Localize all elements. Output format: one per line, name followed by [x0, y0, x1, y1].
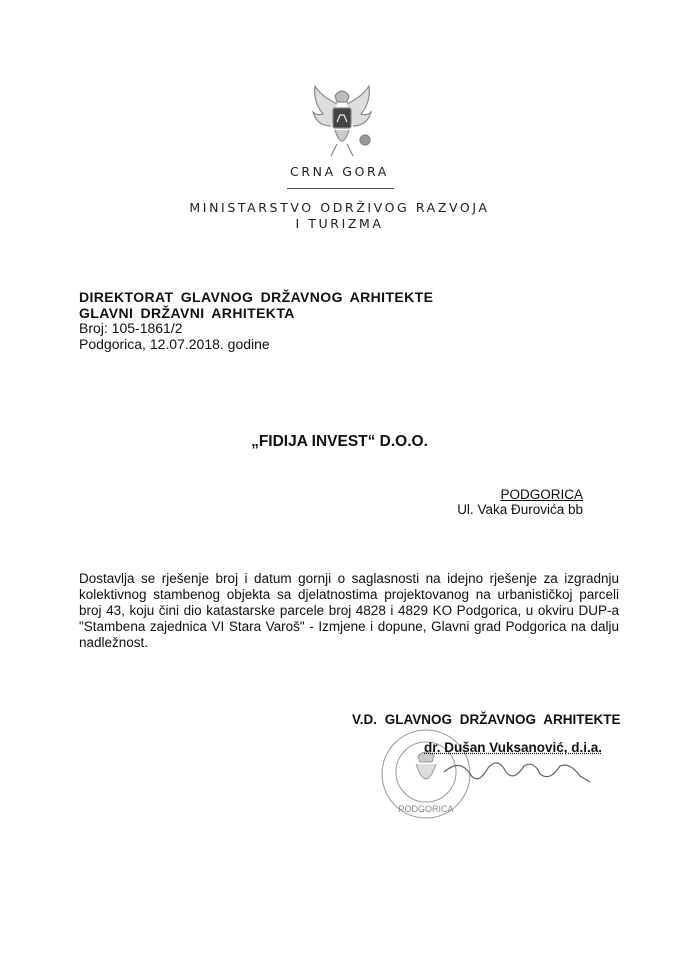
- recipient-address: [457, 487, 583, 517]
- signatory-name: dr. Dušan Vuksanović, d.i.a.: [424, 740, 603, 755]
- ministry-name-line1: MINISTARSTVO ODRŽIVOG RAZVOJA: [189, 200, 490, 215]
- department-name: DIREKTORAT GLAVNOG DRŽAVNOG ARHITEKTE: [79, 289, 434, 305]
- reference-number: Broj: 105-1861/2: [79, 320, 183, 336]
- recipient-street: Ul. Vaka Đurovića bb: [457, 502, 583, 517]
- signatory-title: V.D. GLAVNOG DRŽAVNOG ARHITEKTE: [352, 712, 621, 727]
- recipient-name: „FIDIJA INVEST“ D.O.O.: [251, 433, 428, 450]
- country-name: CRNA GORA: [290, 164, 389, 179]
- recipient-city: PODGORICA: [500, 487, 583, 502]
- svg-text:PODGORICA: PODGORICA: [398, 804, 454, 814]
- body-paragraph: Dostavlja se rješenje broj i datum gornji o saglasnosti na idejno rješenje za izgradnju kolektivnog stambenog objekta sa djelatnostima projektovanog na urbanističkoj parceli broj 43, koju čini dio katastarske parcele broj 4828 i 4829 KO Podgorica, u okviru DUP-a "Stambena zajednica VI Stara Varoš" - Izmjene i dopune, Glavni grad Podgorica na dalju nadležnost.: [79, 571, 619, 650]
- office-name: GLAVNI DRŽAVNI ARHITEKTA: [79, 304, 295, 321]
- coat-of-arms-icon: [309, 82, 375, 160]
- header-divider: [287, 188, 394, 189]
- place-date: Podgorica, 12.07.2018. godine: [79, 335, 270, 352]
- sender-block: [79, 290, 433, 352]
- handwritten-signature-icon: [440, 752, 600, 792]
- ministry-name-line2: I TURIZMA: [295, 216, 384, 231]
